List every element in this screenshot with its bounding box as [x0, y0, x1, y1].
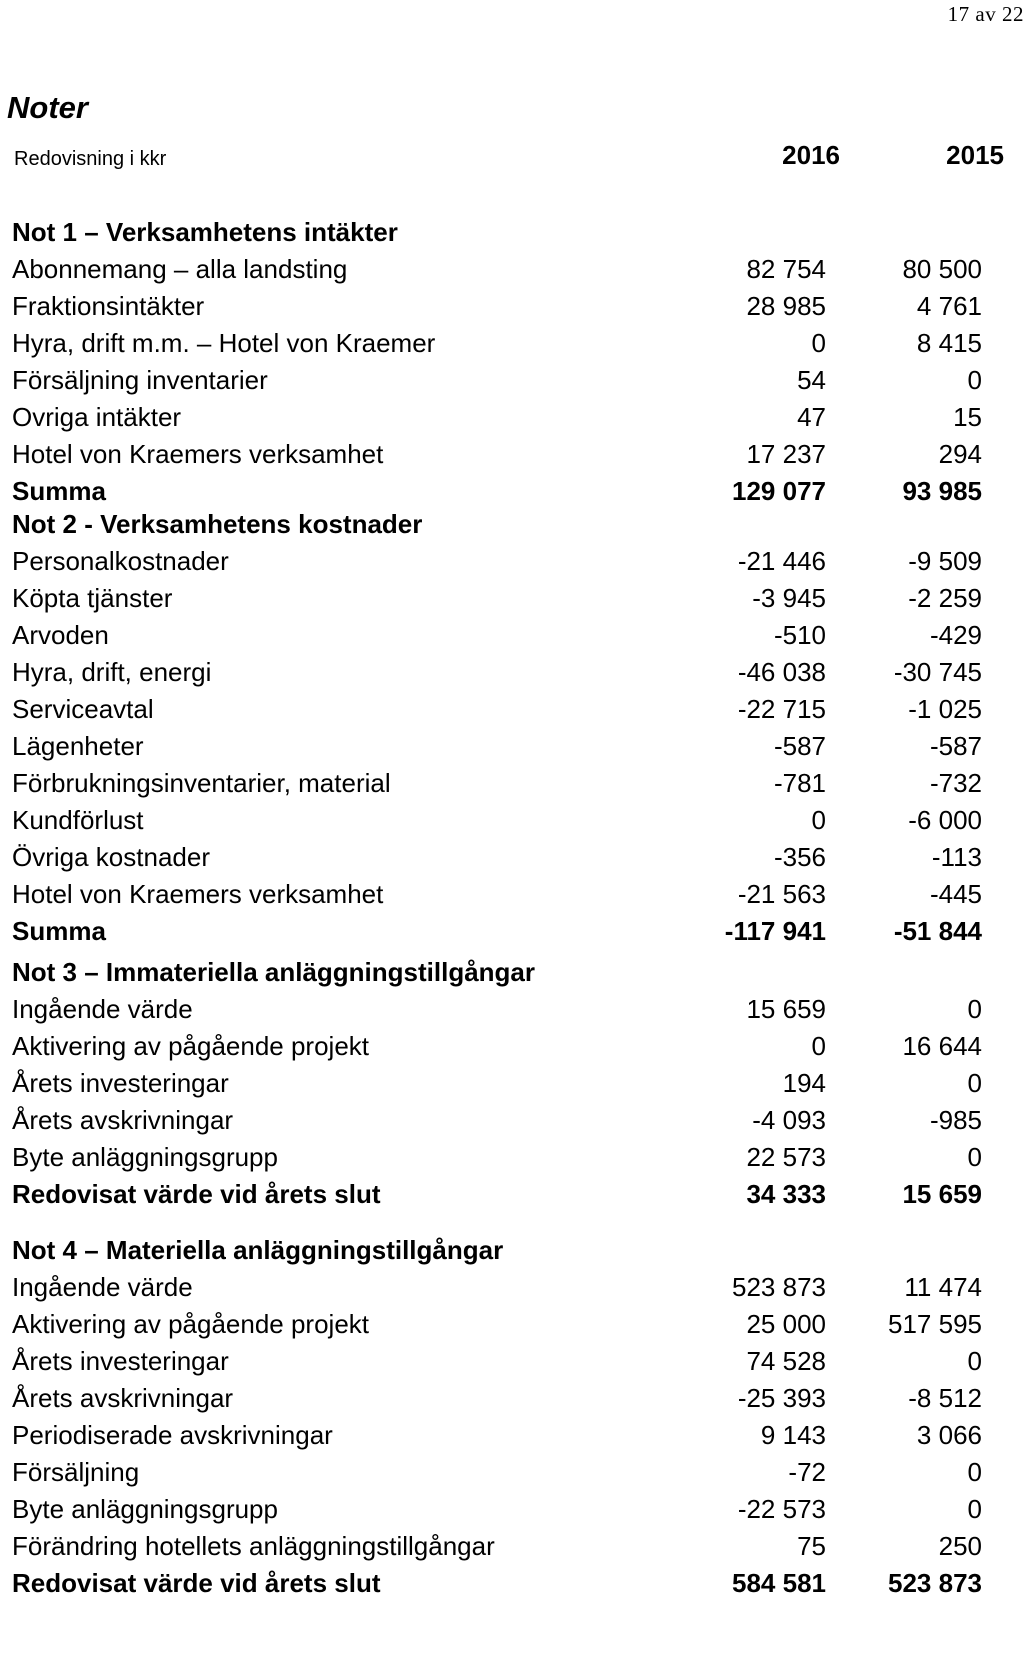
table-row: [0, 1528, 1024, 1565]
row-label: Redovisat värde vid årets slut: [12, 1179, 381, 1209]
total-row: [0, 473, 1024, 510]
row-label: Summa: [12, 476, 106, 506]
row-label: Ingående värde: [12, 994, 193, 1024]
table-row: [0, 839, 1024, 876]
table-row: [0, 691, 1024, 728]
row-label: Byte anläggningsgrupp: [12, 1494, 278, 1524]
value-2015: -6 000: [908, 805, 982, 835]
row-label: Försäljning: [12, 1457, 140, 1487]
note-title-text: Not 2 - Verksamhetens kostnader: [12, 509, 423, 539]
table-row: [0, 251, 1024, 288]
value-2016: 25 000: [746, 1309, 826, 1339]
row-label: Abonnemang – alla landsting: [12, 254, 348, 284]
table-row: [0, 399, 1024, 436]
value-2015: -9 509: [908, 546, 982, 576]
value-2015: 15 659: [902, 1179, 982, 1209]
value-2016: 0: [811, 328, 826, 358]
note-title-text: Not 1 – Verksamhetens intäkter: [12, 217, 398, 247]
row-label: Övriga kostnader: [12, 842, 210, 872]
value-2016: 15 659: [746, 994, 826, 1024]
row-label: Serviceavtal: [12, 694, 154, 724]
table-row: [0, 654, 1024, 691]
row-label: Försäljning inventarier: [12, 365, 268, 395]
table-row: [0, 1139, 1024, 1176]
value-2016: -3 945: [752, 583, 826, 613]
note-title: [0, 954, 1024, 991]
note-title: [0, 1232, 1024, 1269]
value-2015: 0: [967, 1068, 982, 1098]
row-label: Kundförlust: [12, 805, 144, 835]
row-label: Lägenheter: [12, 731, 144, 761]
value-2015: 15: [953, 402, 982, 432]
row-label: Årets investeringar: [12, 1068, 229, 1098]
note-section-2: [0, 506, 1024, 950]
value-2016: 47: [797, 402, 826, 432]
value-2016: -22 715: [737, 694, 826, 724]
note-title: [0, 506, 1024, 543]
value-2015: -445: [929, 879, 982, 909]
year-2016-header: 2016: [782, 140, 840, 170]
row-label: Arvoden: [12, 620, 109, 650]
value-2016: 17 237: [746, 439, 826, 469]
table-row: [0, 617, 1024, 654]
value-2016: 129 077: [732, 476, 826, 506]
row-label: Ovriga intäkter: [12, 402, 182, 432]
table-row: [0, 288, 1024, 325]
value-2016: 82 754: [746, 254, 826, 284]
value-2015: -113: [931, 842, 982, 872]
value-2015: 3 066: [916, 1420, 982, 1450]
value-2015: 11 474: [904, 1272, 982, 1302]
row-label: Aktivering av pågående projekt: [12, 1031, 370, 1061]
value-2016: 54: [797, 365, 826, 395]
value-2016: -25 393: [737, 1383, 826, 1413]
value-2016: 0: [811, 1031, 826, 1061]
row-label: Förändring hotellets anläggningstillgångar: [12, 1531, 495, 1561]
value-2016: 28 985: [746, 291, 826, 321]
table-row: [0, 802, 1024, 839]
table-row: [0, 1028, 1024, 1065]
table-row: [0, 876, 1024, 913]
value-2015: 0: [967, 994, 982, 1024]
table-row: [0, 728, 1024, 765]
value-2015: -51 844: [893, 916, 982, 946]
table-row: [0, 362, 1024, 399]
value-2015: 8 415: [916, 328, 982, 358]
row-label: Köpta tjänster: [12, 583, 173, 613]
row-label: Redovisat värde vid årets slut: [12, 1568, 381, 1598]
value-2015: 0: [967, 365, 982, 395]
table-row: [0, 1380, 1024, 1417]
value-2016: -22 573: [737, 1494, 826, 1524]
value-2015: 0: [967, 1346, 982, 1376]
table-row: [0, 1343, 1024, 1380]
row-label: Årets investeringar: [12, 1346, 229, 1376]
value-2016: -587: [773, 731, 826, 761]
note-title-text: Not 4 – Materiella anläggningstillgångar: [12, 1235, 504, 1265]
table-row: [0, 1065, 1024, 1102]
value-2016: -117 941: [724, 916, 826, 946]
value-2016: 194: [782, 1068, 826, 1098]
value-2016: -510: [773, 620, 826, 650]
row-label: Fraktionsintäkter: [12, 291, 205, 321]
row-label: Byte anläggningsgrupp: [12, 1142, 278, 1172]
value-2015: -587: [929, 731, 982, 761]
value-2016: -356: [773, 842, 826, 872]
total-row: [0, 913, 1024, 950]
value-2015: 523 873: [888, 1568, 982, 1598]
row-label: Hotel von Kraemers verksamhet: [12, 439, 384, 469]
value-2015: 80 500: [902, 254, 982, 284]
table-row: [0, 436, 1024, 473]
unit-label: Redovisning i kkr: [14, 148, 167, 170]
value-2016: -72: [788, 1457, 826, 1487]
value-2016: 75: [797, 1531, 826, 1561]
value-2016: -781: [773, 768, 826, 798]
value-2016: -4 093: [752, 1105, 826, 1135]
value-2016: 584 581: [732, 1568, 826, 1598]
value-2016: 9 143: [760, 1420, 826, 1450]
table-row: [0, 1269, 1024, 1306]
table-row: [0, 1417, 1024, 1454]
note-section-3: [0, 954, 1024, 1213]
value-2015: -1 025: [908, 694, 982, 724]
value-2016: -21 563: [737, 879, 826, 909]
table-row: [0, 1306, 1024, 1343]
row-label: Årets avskrivningar: [12, 1105, 234, 1135]
value-2015: 250: [938, 1531, 982, 1561]
row-label: Personalkostnader: [12, 546, 229, 576]
value-2015: 294: [938, 439, 982, 469]
table-row: [0, 1454, 1024, 1491]
note-section-4: [0, 1232, 1024, 1602]
row-label: Aktivering av pågående projekt: [12, 1309, 370, 1339]
value-2015: -30 745: [893, 657, 982, 687]
value-2016: -21 446: [737, 546, 826, 576]
value-2015: -985: [929, 1105, 982, 1135]
row-label: Förbrukningsinventarier, material: [12, 768, 391, 798]
value-2016: 34 333: [746, 1179, 826, 1209]
value-2016: -46 038: [737, 657, 826, 687]
table-row: [0, 325, 1024, 362]
value-2015: -2 259: [908, 583, 982, 613]
table-row: [0, 580, 1024, 617]
value-2015: 517 595: [888, 1309, 982, 1339]
value-2015: 0: [967, 1457, 982, 1487]
table-row: [0, 991, 1024, 1028]
table-row: [0, 1102, 1024, 1139]
row-label: Hyra, drift, energi: [12, 657, 212, 687]
note-title: [0, 214, 1024, 251]
total-row: [0, 1565, 1024, 1602]
year-2015-header: 2015: [946, 140, 1004, 170]
value-2016: 0: [811, 805, 826, 835]
value-2015: -8 512: [908, 1383, 982, 1413]
table-row: [0, 765, 1024, 802]
value-2015: -429: [929, 620, 982, 650]
row-label: Summa: [12, 916, 106, 946]
page-title: Noter: [7, 90, 88, 125]
column-header-row: [14, 140, 1024, 174]
note-section-1: [0, 214, 1024, 510]
table-row: [0, 1491, 1024, 1528]
value-2015: 93 985: [902, 476, 982, 506]
row-label: Periodiserade avskrivningar: [12, 1420, 333, 1450]
value-2015: 0: [967, 1142, 982, 1172]
table-row: [0, 543, 1024, 580]
value-2015: 4 761: [916, 291, 982, 321]
total-row: [0, 1176, 1024, 1213]
value-2016: 523 873: [732, 1272, 826, 1302]
note-title-text: Not 3 – Immateriella anläggningstillgångar: [12, 957, 536, 987]
value-2016: 74 528: [746, 1346, 826, 1376]
row-label: Årets avskrivningar: [12, 1383, 234, 1413]
value-2015: -732: [929, 768, 982, 798]
row-label: Ingående värde: [12, 1272, 193, 1302]
value-2015: 16 644: [902, 1031, 982, 1061]
value-2015: 0: [967, 1494, 982, 1524]
row-label: Hyra, drift m.m. – Hotel von Kraemer: [12, 328, 436, 358]
page-number: 17 av 22: [947, 2, 1024, 26]
value-2016: 22 573: [746, 1142, 826, 1172]
row-label: Hotel von Kraemers verksamhet: [12, 879, 384, 909]
